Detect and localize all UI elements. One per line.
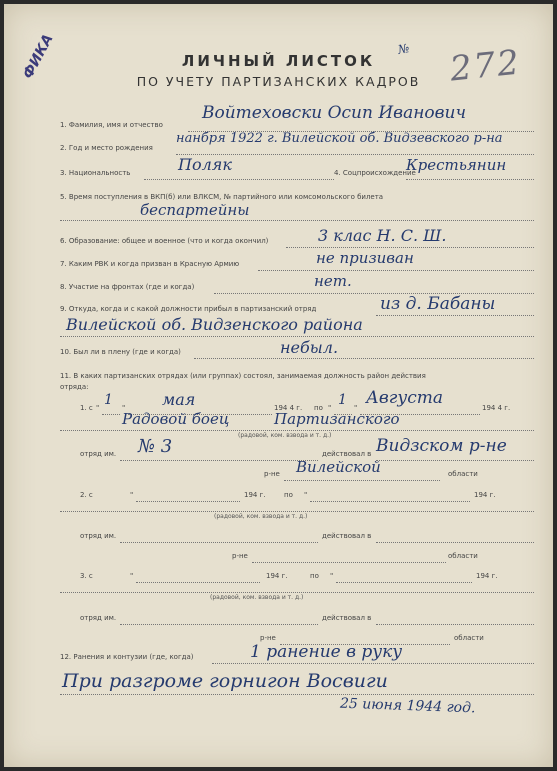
entry-2-district-label: р-не	[232, 552, 248, 560]
field-2-value: нанбря 1922 г. Вилейской об. Видзевского р-на	[176, 131, 503, 146]
field-8-label: 8. Участие на фронтах (где и когда)	[60, 283, 195, 291]
personal-sheet-document: ФИКА ЛИЧНЫЙ ЛИСТОК ПО УЧЕТУ ПАРТИЗАНСКИХ КАДРОВ № 272 1. Фамилия, имя и отчество Войтеховски Осип Иванович 2. Год и место рождения нанбря 1922 г. Вилейской об. Видзевского р-на 3. Национальность Поляк 4. Соцпроисхождение Крестьянин 5. Время поступления в ВКП(б) или ВЛКСМ, № партийного или комсомольского билета беспартейны 6. Образование: общее и военное (что и когда окончил) 3 клас Н. С. Ш. 7. Каким РВК и когда призван в Красную Армию не призиван 8. Участие на фронтах (где и когда) нет. 9. Откуда, когда и с какой должности прибыл в партизанский отряд из д. Бабаны Вилейской об. Видзенского района 10. Был ли в плену (где и когда) небыл. 11. В каких партизанских отрядах (или группах) состоял, занимаемая должность район действия отряда: 1. с " 1 " мая 194 4 г. по " 1 " Августа 194 4 г. Радовой боец Партизанского (радовой, ком. взвода и т. д.) отряд им. № 3 действовал в Видзском р-не р-не Вилейской области 2. с " 194 г. по " 194 г. (радовой, ком. взвода и т. д.) отряд им. действовал в р-не области 3. с " 194 г. по " 194 г. (радовой, ком. взвода и т. д.) отряд им. действовал в р-не области 12. Ранения и контузии (где, когда) 1 ранение в руку При разгроме горнигон Восвиги 25 июня 1944 год.	[4, 4, 553, 767]
field-4-value: Крестьянин	[406, 156, 507, 174]
entry-1-to-label: по	[314, 404, 323, 412]
entry-2-position-hint: (радовой, ком. взвода и т. д.)	[214, 513, 308, 520]
entry-1-region: Вилейской	[296, 458, 381, 476]
document-subtitle: ПО УЧЕТУ ПАРТИЗАНСКИХ КАДРОВ	[136, 74, 421, 89]
entry-1-region-label: области	[448, 470, 478, 478]
entry-1-number: 1. с	[80, 404, 93, 412]
entry-1-district-label: р-не	[264, 470, 280, 478]
corner-stamp: ФИКА	[20, 31, 57, 82]
field-12-date: 25 июня 1944 год.	[339, 695, 476, 717]
field-12-value-2: При разгроме горнигон Восвиги	[62, 670, 388, 692]
field-12-label: 12. Ранения и контузии (где, когда)	[60, 653, 194, 661]
field-11-label-1: 11. В каких партизанских отрядах (или группах) состоял, занимаемая должность район действия	[60, 372, 426, 380]
field-5-label: 5. Время поступления в ВКП(б) или ВЛКСМ, № партийного или комсомольского билета	[60, 193, 384, 201]
entry-1-from-year: 194 4 г.	[274, 404, 303, 412]
field-2-label: 2. Год и место рождения	[60, 144, 153, 152]
field-11-label-2: отряда:	[60, 383, 89, 391]
field-6-label: 6. Образование: общее и военное (что и когда окончил)	[60, 237, 269, 245]
entry-3-area-label: действовал в	[322, 614, 372, 622]
field-8-value: нет.	[314, 272, 352, 290]
entry-1-position: Радовой боец	[122, 410, 230, 428]
entry-3-position-hint: (радовой, ком. взвода и т. д.)	[210, 594, 304, 601]
entry-2-to-year: 194 г.	[474, 491, 496, 499]
entry-1-to-day: 1	[338, 392, 347, 408]
entry-3-to-day: "	[330, 572, 334, 580]
field-7-value: не призиван	[316, 249, 414, 267]
entry-3-to-year: 194 г.	[476, 572, 498, 580]
field-3-label: 3. Национальность	[60, 169, 131, 177]
field-10-label: 10. Был ли в плену (где и когда)	[60, 348, 181, 356]
field-9-value-2: Вилейской об. Видзенского района	[66, 315, 363, 334]
field-10-value: небыл.	[280, 338, 339, 357]
field-5-value: беспартейны	[140, 201, 250, 219]
entry-2-from-day: "	[130, 491, 134, 499]
entry-1-position-hint: (радовой, ком. взвода и т. д.)	[238, 432, 332, 439]
field-9-label: 9. Откуда, когда и с какой должности прибыл в партизанский отряд	[60, 305, 317, 313]
field-6-value: 3 клас Н. С. Ш.	[318, 226, 447, 245]
field-1-label: 1. Фамилия, имя и отчество	[60, 121, 163, 129]
field-4-label: 4. Соцпроисхождение	[334, 169, 416, 177]
field-7-label: 7. Каким РВК и когда призван в Красную Армию	[60, 260, 240, 268]
document-title: ЛИЧНЫЙ ЛИСТОК	[181, 52, 376, 70]
entry-2-to-day: "	[304, 491, 308, 499]
entry-1-detachment-label: отряд им.	[80, 450, 117, 458]
entry-3-district-label: р-не	[260, 634, 276, 642]
entry-1-detachment: № 3	[138, 436, 173, 457]
number-prefix: №	[396, 41, 411, 57]
entry-2-region-label: области	[448, 552, 478, 560]
field-1-value: Войтеховски Осип Иванович	[202, 103, 467, 123]
entry-2-area-label: действовал в	[322, 532, 372, 540]
entry-2-from-year: 194 г.	[244, 491, 266, 499]
entry-1-area-label: действовал в	[322, 450, 372, 458]
entry-3-from-year: 194 г.	[266, 572, 288, 580]
entry-2-to-label: по	[284, 491, 293, 499]
entry-3-to-label: по	[310, 572, 319, 580]
entry-1-to-month: Августа	[366, 388, 443, 408]
entry-1-from-month: мая	[162, 390, 196, 409]
entry-3-detachment-label: отряд им.	[80, 614, 117, 622]
field-9-value-1: из д. Бабаны	[380, 294, 496, 314]
field-12-value: 1 ранение в руку	[250, 642, 403, 662]
entry-2-detachment-label: отряд им.	[80, 532, 117, 540]
entry-1-from-day: 1	[104, 392, 113, 408]
entry-1-area: Видзском р-не	[376, 436, 507, 456]
entry-3-number: 3. с	[80, 572, 93, 580]
entry-1-to-year: 194 4 г.	[482, 404, 511, 412]
entry-3-region-label: области	[454, 634, 484, 642]
entry-3-from-day: "	[130, 572, 134, 580]
entry-1-position-2: Партизанского	[274, 410, 400, 428]
field-3-value: Поляк	[178, 155, 232, 174]
entry-2-number: 2. с	[80, 491, 93, 499]
archive-number: 272	[448, 42, 523, 90]
